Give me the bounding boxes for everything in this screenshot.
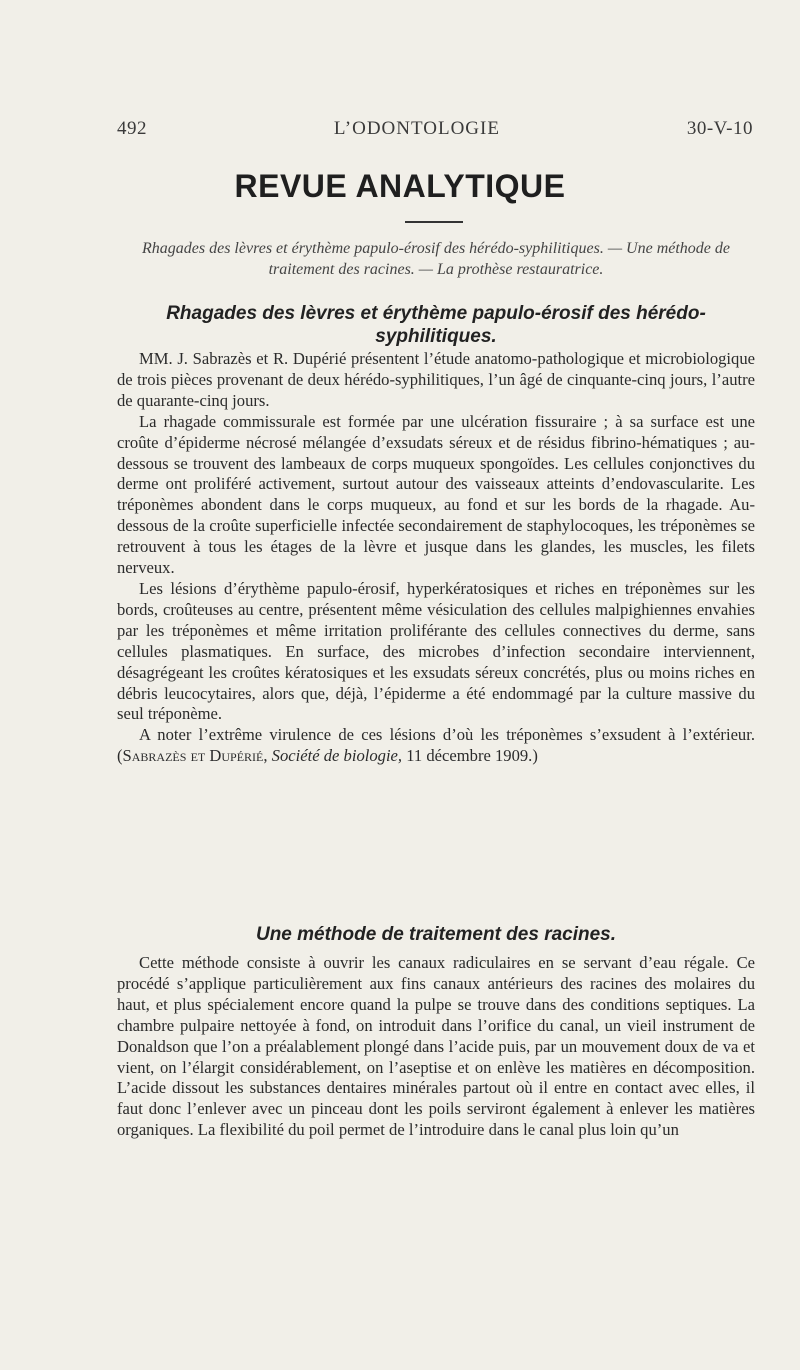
article-1-last-paragraph: A noter l’extrême virulence de ces lésions d’où les tréponèmes s’exsudent à l’extérieur. (Sabrazès et Dupérié, Société de biologie, 11 décembre 1909.) — [117, 725, 755, 766]
article-1-body — [117, 349, 755, 767]
citation-journal: Société de biologie, — [271, 746, 403, 766]
page-number: 492 — [117, 118, 147, 139]
article-1-paragraph: Les lésions d’érythème papulo-érosif, hyperkératosiques et riches en tréponèmes sur les bords, croûteuses au centre, présentent même vésiculation des cellules malpighiennes envahies par les tréponèmes et même irritation proliférante des cellules connectives du derme, sans cellules plasmatiques. En surface, des microbes d’infection secondaire interviennent, désagrégeant les croûtes kératosiques et les exsudats séreux concrétés, plus ou moins riches en débris leucocytaires, alors que, déjà, l’épiderme a été endommagé par la culture massive du seul tréponème. — [117, 578, 755, 724]
journal-name: L’ODONTOLOGIE — [333, 118, 500, 139]
article-1-title: Rhagades des lèvres et érythème papulo-érosif des hérédo-syphilitiques. — [166, 303, 706, 347]
running-header — [117, 118, 753, 140]
title-divider — [405, 221, 463, 223]
section-summary: Rhagades des lèvres et érythème papulo-érosif des hérédo-syphilitiques. — Une méthode de traitement des racines. — La prothèse restauratrice. — [142, 240, 730, 278]
article-2-body — [117, 953, 755, 1141]
last-paragraph-text: A noter l’extrême virulence de ces lésions d’où les tréponèmes s’exsudent à l’extérieur. ( — [117, 725, 755, 766]
section-title: REVUE ANALYTIQUE — [234, 168, 566, 204]
citation-authors: Sabrazès et Dupérié — [122, 746, 264, 766]
issue-date: 30-V-10 — [686, 118, 753, 139]
article-2-paragraph: Cette méthode consiste à ouvrir les canaux radiculaires en se servant d’eau régale. Ce procédé s’applique particulièrement aux fins canaux antérieurs des racines des molaires du haut, et plus spécialement encore quand la pulpe se trouve dans des conditions septiques. La chambre pulpaire nettoyée à fond, on introduit dans l’orifice du canal, un vieil instrument de Donaldson que l’on a préalablement plongé dans l’acide puis, par un mouvement doux de va et vient, on l’élargit considérablement, on l’aseptise et on enlève les matières en décomposition. L’acide dissout les substances dentaires minérales partout où il entre en contact avec elles, il faut donc l’enlever avec un pinceau dont les poils serviront également à enlever les matières organiques. La flexibilité du poil permet de l’introduire dans le canal plus loin qu’un — [117, 953, 755, 1140]
article-1-paragraph: La rhagade commissurale est formée par une ulcération fissuraire ; à sa surface est une croûte d’épiderme nécrosé mélangée d’exsudats séreux et de résidus fibrino-hématiques ; au-dessous se trouvent des lambeaux de corps muqueux spongoïdes. Les cellules conjonctives du derme ont proliféré activement, surtout autour des vaisseaux atteints d’endovascularite. Les tréponèmes abondent dans le corps muqueux, au fond et sur les bords de la rhagade. Au-dessous de la croûte superficielle infectée secondairement de staphylocoques, les tréponèmes se retrouvent à tous les étages de la lèvre et jusque dans les glandes, les muscles, les filets nerveux. — [117, 411, 755, 578]
article-1-paragraph: MM. J. Sabrazès et R. Dupérié présentent l’étude anatomo-pathologique et microbiologique de trois pièces provenant de deux hérédo-syphilitiques, l’un âgé de cinquante-cinq jours, l’autre de quarante-cinq jours. — [117, 349, 755, 410]
citation-date: 11 décembre 1909.) — [402, 746, 538, 766]
article-2-title: Une méthode de traitement des racines. — [255, 924, 617, 945]
